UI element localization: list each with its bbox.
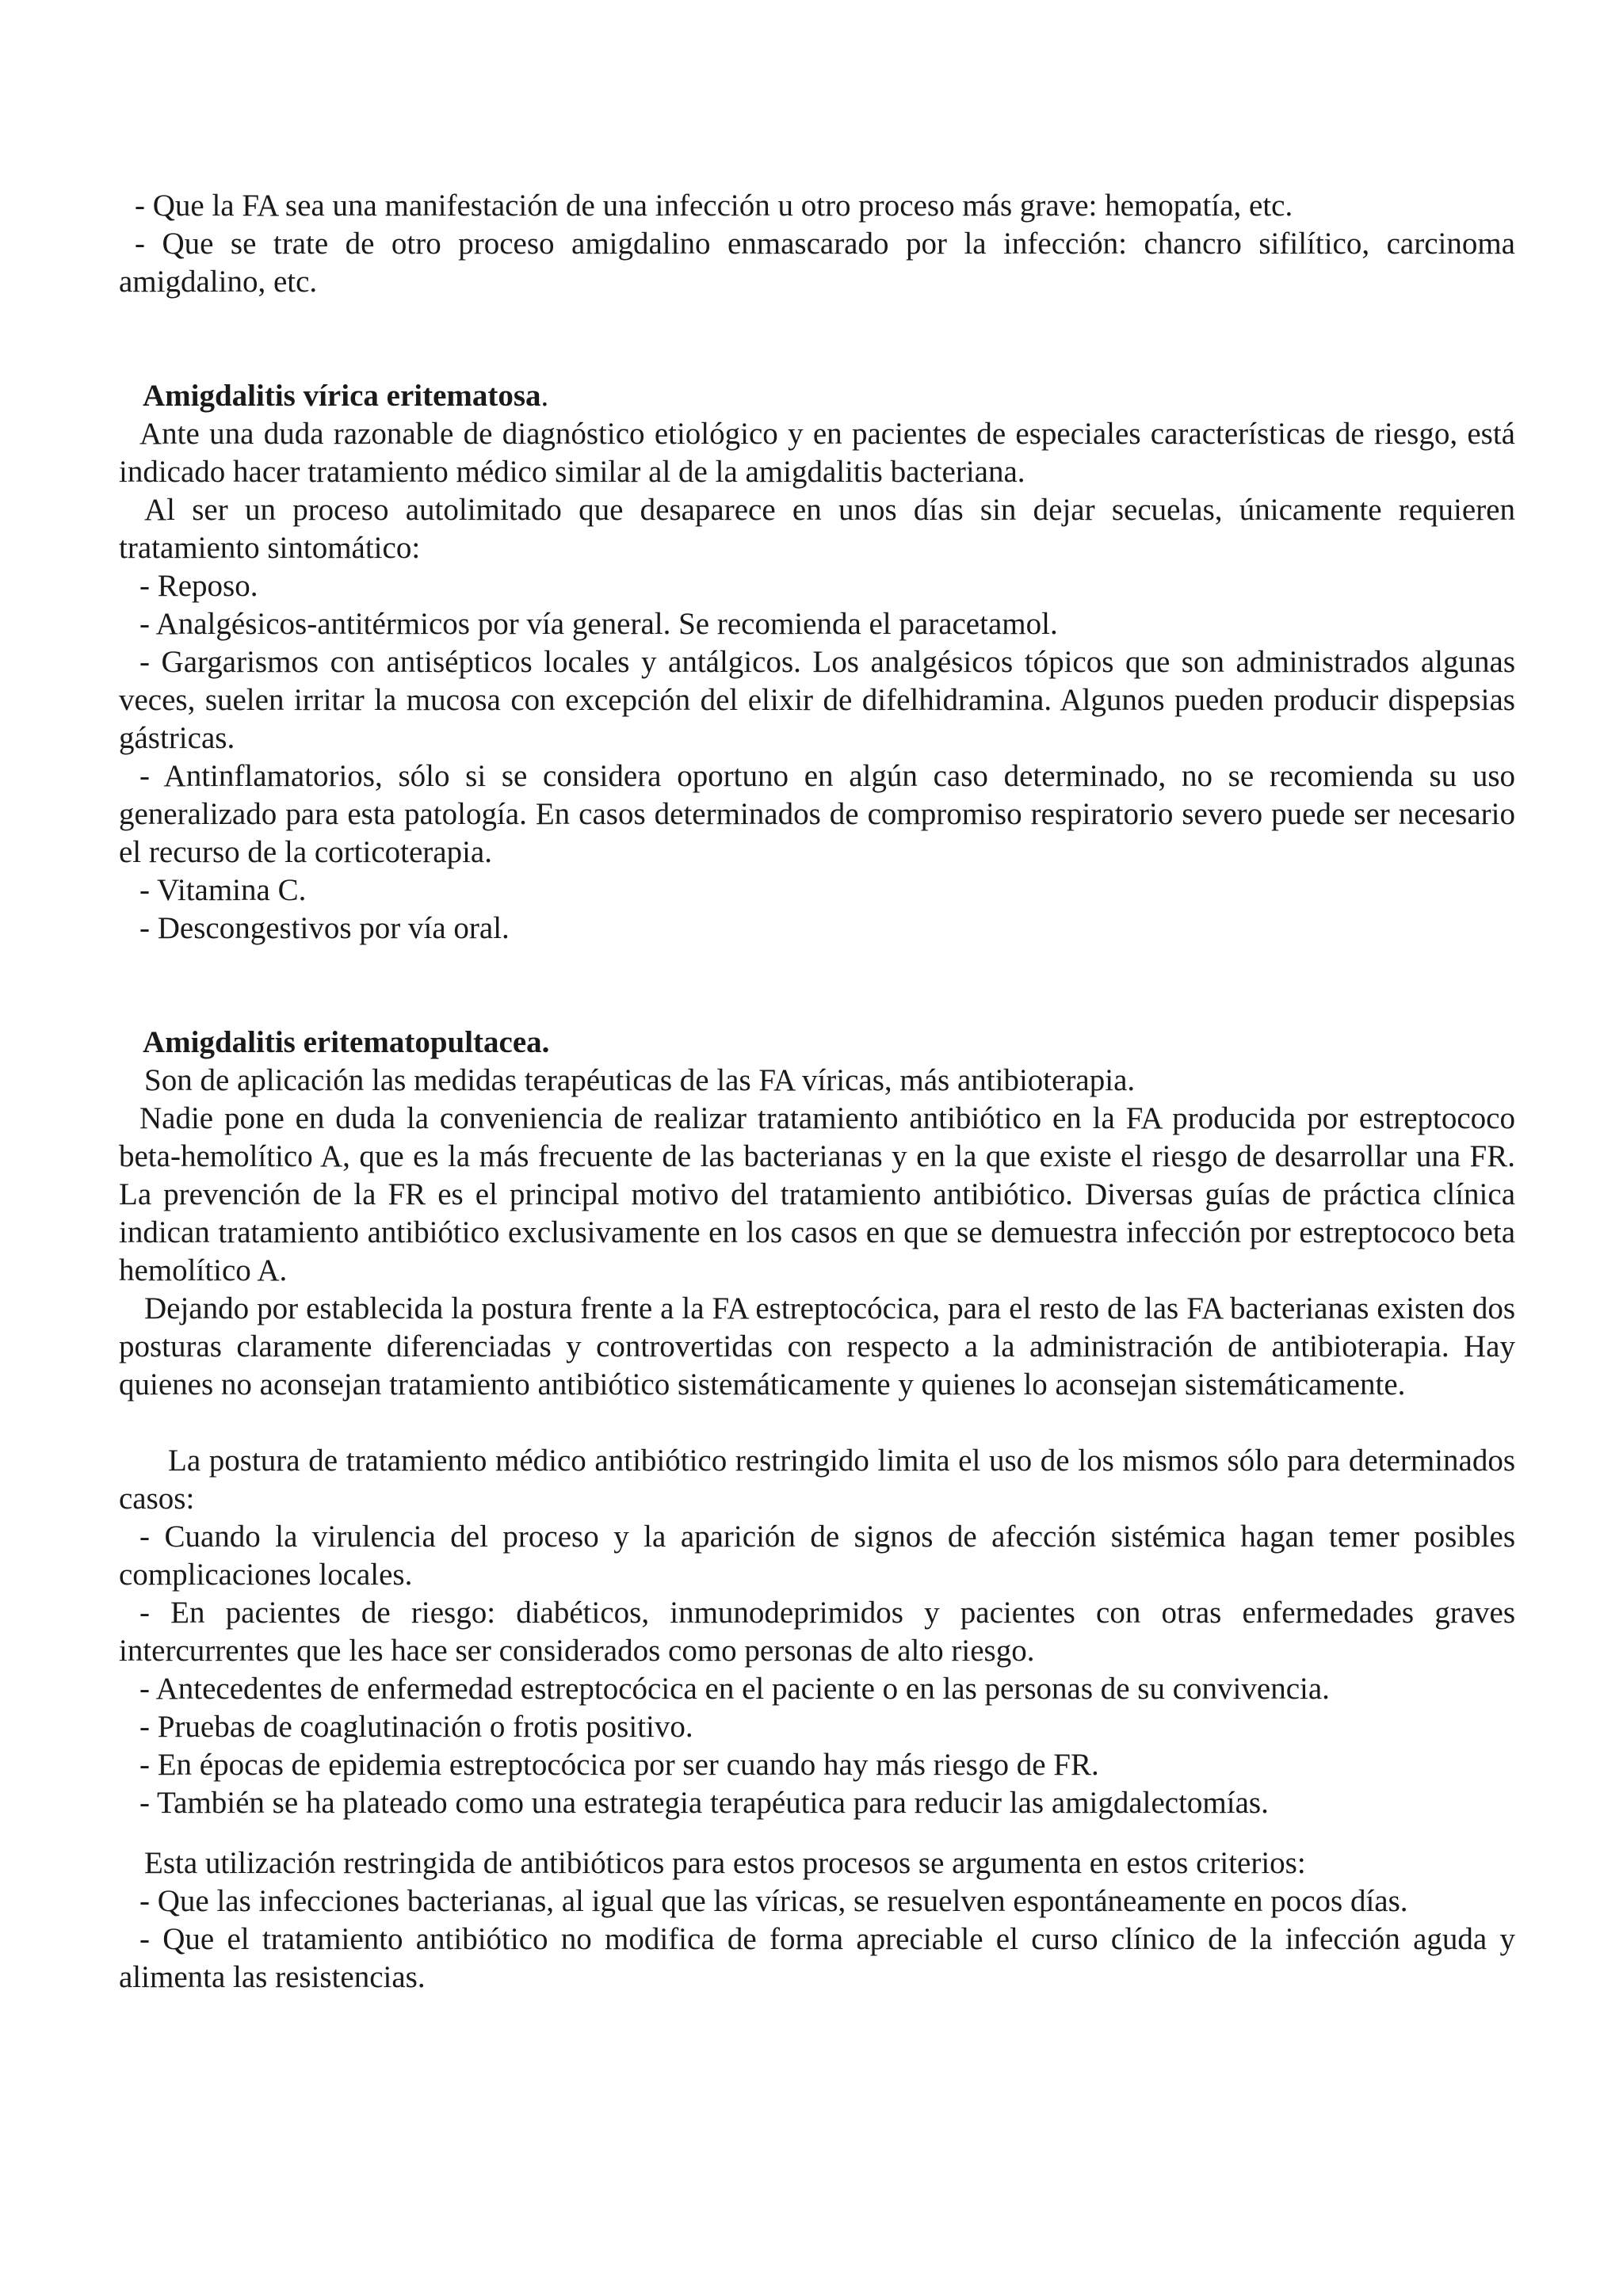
- section-heading-viral: [119, 377, 1515, 415]
- list-item: - Que el tratamiento antibiótico no modifica de forma apreciable el curso clínico de la infección aguda y alimenta las resistencias.: [119, 1922, 1515, 1994]
- document-page: [119, 187, 1515, 1997]
- paragraph: Son de aplicación las medidas terapéuticas de las FA víricas, más antibioterapia.: [144, 1063, 1136, 1097]
- list-item: - Gargarismos con antisépticos locales y antálgicos. Los analgésicos tópicos que son administrados algunas veces, suelen irritar la mucosa con excepción del elixir de difelhidramina. Algunos pueden producir dispepsias gástricas.: [119, 645, 1515, 755]
- section-heading-suffix: .: [540, 379, 549, 413]
- spacer: [119, 1822, 1515, 1844]
- section-heading-bacterial: Amigdalitis eritematopultacea.: [143, 1025, 550, 1059]
- list-item: - Cuando la virulencia del proceso y la aparición de signos de afección sistémica hagan temer posibles complicaciones locales.: [119, 1520, 1515, 1592]
- intro-item: - Que se trate de otro proceso amigdalino enmascarado por la infección: chancro sifilítico, carcinoma amigdalino, etc.: [119, 227, 1515, 299]
- paragraph: Dejando por establecida la postura frente a la FA estreptocócica, para el resto de las FA bacterianas existen dos posturas claramente diferenciadas y controvertidas con respecto a la administración de antibioterapia. Hay quienes no aconsejan tratamiento antibiótico sistemáticamente y quienes lo aconsejan sistemáticamente.: [119, 1291, 1515, 1402]
- section-heading-text: Amigdalitis vírica eritematosa: [143, 379, 541, 413]
- list-item: - Antinflamatorios, sólo si se considera oportuno en algún caso determinado, no se recomienda su uso generalizado para esta patología. En casos determinados de compromiso respiratorio severo puede ser necesario el recurso de la corticoterapia.: [119, 759, 1515, 869]
- list-item: - Antecedentes de enfermedad estreptocócica en el paciente o en las personas de su convivencia.: [139, 1672, 1330, 1706]
- paragraph: Al ser un proceso autolimitado que desaparece en unos días sin dejar secuelas, únicamente requieren tratamiento sintomático:: [119, 493, 1515, 565]
- list-item: - Que las infecciones bacterianas, al igual que las víricas, se resuelven espontáneamente en pocos días.: [139, 1884, 1408, 1918]
- list-item: - Reposo.: [139, 569, 258, 603]
- list-item: - Descongestivos por vía oral.: [139, 911, 510, 945]
- list-item: - También se ha plateado como una estrategia terapéutica para reducir las amigdalectomías.: [139, 1786, 1269, 1820]
- paragraph: Ante una duda razonable de diagnóstico etiológico y en pacientes de especiales características de riesgo, está indicado hacer tratamiento médico similar al de la amigdalitis bacteriana.: [119, 417, 1515, 489]
- paragraph: La postura de tratamiento médico antibiótico restringido limita el uso de los mismos sólo para determinados casos:: [119, 1444, 1515, 1516]
- spacer: [119, 301, 1515, 377]
- list-item: - Analgésicos-antitérmicos por vía general. Se recomienda el paracetamol.: [139, 607, 1058, 641]
- intro-item: - Que la FA sea una manifestación de una infección u otro proceso más grave: hemopatía, etc.: [135, 189, 1293, 223]
- spacer: [119, 948, 1515, 1024]
- paragraph: Nadie pone en duda la conveniencia de realizar tratamiento antibiótico en la FA producida por estreptococo beta-hemolítico A, que es la más frecuente de las bacterianas y en la que existe el riesgo de desarrollar una FR. La prevención de la FR es el principal motivo del tratamiento antibiótico. Diversas guías de práctica clínica indican tratamiento antibiótico exclusivamente en los casos en que se demuestra infección por estreptococo beta hemolítico A.: [119, 1101, 1515, 1287]
- list-item: - Vitamina C.: [139, 873, 307, 907]
- list-item: - Pruebas de coaglutinación o frotis positivo.: [139, 1710, 693, 1744]
- list-item: - En pacientes de riesgo: diabéticos, inmunodeprimidos y pacientes con otras enfermedades graves intercurrentes que les hace ser considerados como personas de alto riesgo.: [119, 1596, 1515, 1668]
- spacer: [119, 1404, 1515, 1442]
- paragraph: Esta utilización restringida de antibióticos para estos procesos se argumenta en estos criterios:: [144, 1846, 1306, 1880]
- list-item: - En épocas de epidemia estreptocócica por ser cuando hay más riesgo de FR.: [139, 1748, 1099, 1782]
